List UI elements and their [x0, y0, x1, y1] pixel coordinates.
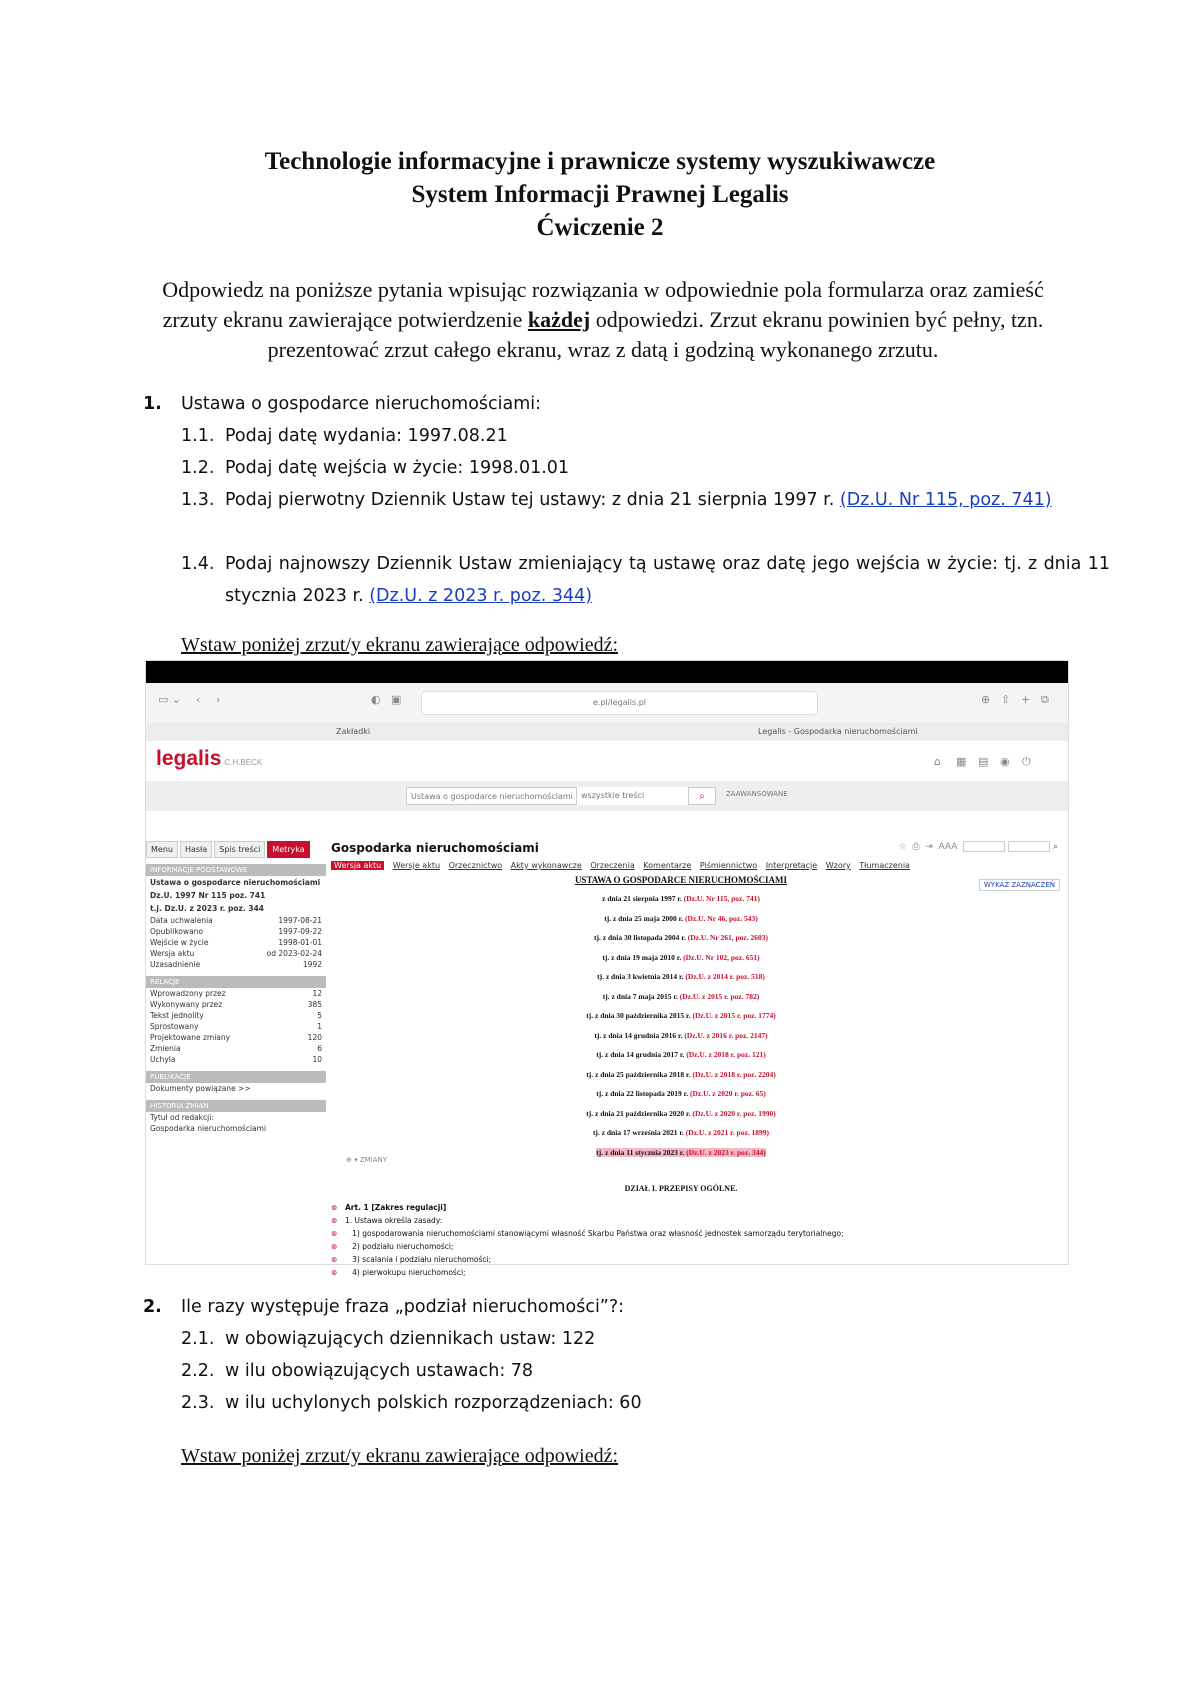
relation-key: Uchyla: [150, 1055, 176, 1064]
insert-screenshot-label: Wstaw poniżej zrzut/y ekranu zawierające odpowiedź:: [181, 634, 619, 656]
version-ref[interactable]: (Dz.U. z 2014 r. poz. 518): [685, 972, 765, 981]
relation-key: Projektowane zmiany: [150, 1033, 231, 1042]
act-version-row: [471, 948, 891, 968]
relation-count: 1: [317, 1022, 322, 1031]
relation-row[interactable]: [146, 1021, 326, 1032]
calendar-icon[interactable]: ▦: [956, 755, 967, 768]
instructions-text-a: Odpowiedz na poniższe pytania wpisując rozwiązania w odpowiednie pola formularza oraz zamieść zrzuty ekranu zawierające potwierdzenie: [162, 277, 1044, 332]
dzu-link[interactable]: (Dz.U. z 2023 r. poz. 344): [369, 586, 593, 606]
relation-count: 10: [312, 1055, 322, 1064]
version-date: tj. z dnia 21 października 2020 r.: [586, 1108, 691, 1118]
version-date: tj. z dnia 7 maja 2015 r.: [602, 991, 678, 1001]
tab-spis[interactable]: Spis treści: [214, 841, 265, 858]
changes-toggle[interactable]: ⊕ ▾ ZMIANY: [346, 1156, 388, 1164]
tab-tlumaczenia[interactable]: Tłumaczenia: [859, 861, 910, 870]
tab-pismiennictwo[interactable]: Piśmiennictwo: [699, 861, 758, 870]
version-ref[interactable]: (Dz.U. z 2020 r. poz. 65): [689, 1089, 766, 1098]
answer-text: Podaj datę wejścia w życie: 1998.01.01: [225, 458, 570, 478]
search-input[interactable]: Ustawa o gospodarce nieruchomościami: [406, 787, 716, 805]
question-2-text: Ile razy występuje fraza „podział nieruchomości”?:: [181, 1297, 625, 1317]
publications-link[interactable]: [146, 1083, 326, 1094]
info-value: 1992: [302, 960, 322, 969]
instructions: [148, 275, 1058, 365]
section-heading: DZIAŁ I. PRZEPISY OGÓLNE.: [624, 1184, 738, 1193]
info-row: [146, 915, 326, 926]
document-tools: [898, 841, 1058, 852]
tab-wzory[interactable]: Wzory: [825, 861, 851, 870]
publications-section-header[interactable]: PUBLIKACJE: [146, 1071, 326, 1083]
article-text: [331, 1201, 844, 1279]
folder-icon[interactable]: ▤: [978, 755, 989, 768]
relation-key: Wykonywany przez: [150, 1000, 223, 1009]
marks-list-button[interactable]: WYKAZ ZAZNACZEŃ: [979, 879, 1060, 891]
act-version-row: [471, 1123, 891, 1143]
star-icon[interactable]: ☆: [898, 842, 907, 852]
search-scope-select[interactable]: wszystkie treści: [576, 787, 688, 805]
export-icon[interactable]: ⇥: [925, 842, 933, 852]
act-version-row-highlighted: [471, 1143, 891, 1163]
history-key: Tytuł od redakcji:: [150, 1113, 214, 1122]
relation-row[interactable]: [146, 1010, 326, 1021]
act-version-row: [471, 1006, 891, 1026]
version-ref[interactable]: (Dz.U. z 2016 r. poz. 2147): [684, 1030, 768, 1040]
tab-hasla[interactable]: Hasła: [180, 841, 212, 858]
act-version-row: [471, 889, 891, 909]
doc-search-icon[interactable]: ⌕: [1052, 842, 1058, 852]
act-title: Ustawa o gospodarce nieruchomościami: [150, 878, 321, 887]
question-1-number: 1.: [143, 394, 162, 414]
legalis-header: [146, 741, 1068, 781]
act-version-row: [471, 1104, 891, 1124]
instructions-emphasis: każdej: [527, 307, 591, 332]
relations-section-header[interactable]: RELACJE: [146, 976, 326, 988]
user-icon[interactable]: ◉: [1000, 755, 1010, 768]
act-version-row: [471, 1065, 891, 1085]
article-line-text: 1. Ustawa określa zasady:: [345, 1216, 443, 1225]
answer-1-4: [181, 548, 1110, 612]
version-date: tj. z dnia 14 grudnia 2017 r.: [596, 1050, 685, 1059]
tab-komentarze[interactable]: Komentarze: [643, 861, 692, 870]
info-row: [146, 959, 326, 970]
back-icon[interactable]: ‹: [196, 693, 201, 706]
doc-search-field[interactable]: [963, 841, 1005, 852]
system-title: System Informacji Prawnej Legalis: [411, 181, 789, 208]
act-ref-consolidated[interactable]: t.j. Dz.U. z 2023 r. poz. 344: [150, 904, 265, 913]
version-date: tj. z dnia 25 maja 2000 r.: [604, 913, 684, 923]
shield-icon[interactable]: ◐: [371, 693, 381, 706]
info-row: [146, 926, 326, 937]
left-tabs: [146, 841, 326, 858]
version-ref[interactable]: (Dz.U. z 2018 r. poz. 121): [686, 1050, 766, 1059]
new-tab-icon[interactable]: +: [1021, 693, 1031, 706]
article-line: [331, 1253, 844, 1266]
tab-legalis[interactable]: Legalis - Gospodarka nieruchomościami: [758, 727, 918, 736]
marker-icon[interactable]: ⊗: [331, 1203, 338, 1212]
answer-number: 1.4.: [181, 554, 215, 574]
marker-icon[interactable]: ⊗: [331, 1216, 338, 1225]
info-key: Opublikowano: [150, 927, 204, 936]
act-version-row: [471, 1026, 891, 1046]
relation-count: 5: [317, 1011, 322, 1020]
relation-count: 6: [317, 1044, 322, 1053]
exercise-title: Ćwiczenie 2: [536, 214, 664, 241]
course-title: Technologie informacyjne i prawnicze systemy wyszukiwawcze: [264, 148, 936, 175]
document-tabs: [331, 861, 1068, 875]
version-ref[interactable]: (Dz.U. z 2015 r. poz. 782): [679, 991, 760, 1001]
tab-orzecznictwo[interactable]: Orzecznictwo: [448, 861, 503, 870]
logout-icon[interactable]: ⏻: [1022, 755, 1031, 768]
relation-key: Tekst jednolity: [150, 1011, 204, 1020]
document-title: Gospodarka nieruchomościami: [331, 841, 539, 855]
answer-1-2: [181, 452, 1066, 484]
answer-text: Podaj najnowszy Dziennik Ustaw zmieniający tą ustawę oraz datę jego wejścia w życie: tj. z dnia 11 stycznia 2023 r.: [225, 554, 1110, 606]
question-2: [143, 1291, 624, 1323]
version-ref[interactable]: (Dz.U. Nr 261, poz. 2603): [687, 933, 768, 942]
version-ref[interactable]: (Dz.U. z 2018 r. poz. 2204): [692, 1069, 776, 1079]
article-heading: Art. 1 [Zakres regulacji]: [345, 1203, 447, 1212]
act-versions-list: [471, 875, 891, 1162]
article-line-text: 4) pierwokupu nieruchomości;: [352, 1268, 466, 1277]
relation-count: 120: [307, 1033, 322, 1042]
relation-key: Wprowadzony przez: [150, 989, 226, 998]
answer-1-1: [181, 420, 1066, 452]
insert-screenshot-label-2: Wstaw poniżej zrzut/y ekranu zawierające odpowiedź:: [181, 1445, 619, 1467]
answer-number: 1.1.: [181, 426, 215, 446]
act-version-row: [471, 987, 891, 1007]
answer-text: Podaj datę wydania: 1997.08.21: [225, 426, 508, 446]
info-key: Wejście w życie: [150, 938, 209, 947]
version-date: tj. z dnia 25 października 2018 r.: [586, 1069, 691, 1079]
info-key: Uzasadnienie: [150, 960, 201, 969]
answer-number: 2.1.: [181, 1329, 215, 1349]
version-date: z dnia 21 sierpnia 1997 r.: [602, 894, 682, 903]
article-line: [331, 1201, 844, 1214]
version-ref[interactable]: (Dz.U. Nr 102, poz. 651): [683, 952, 760, 962]
act-version-row: [471, 1084, 891, 1104]
tabs-icon[interactable]: ⧉: [1041, 693, 1049, 706]
marker-icon[interactable]: ⊗: [331, 1268, 338, 1277]
changes-label: ZMIANY: [359, 1156, 388, 1164]
history-row: [146, 1112, 326, 1123]
answer-text: Podaj pierwotny Dziennik Ustaw tej ustawy: z dnia 21 sierpnia 1997 r.: [225, 490, 840, 510]
history-section-header[interactable]: HISTORIA ZMIAN: [146, 1100, 326, 1112]
article-line: [331, 1240, 844, 1253]
tab-interpretacje[interactable]: Interpretacje: [765, 861, 818, 870]
legalis-search-bar: [146, 781, 1068, 811]
embedded-screenshot: [145, 660, 1069, 1277]
legalis-logo[interactable]: [156, 747, 262, 771]
answer-text: w ilu obowiązujących ustawach: 78: [225, 1361, 534, 1381]
answer-2-2: [181, 1355, 1066, 1387]
version-date: tj. z dnia 14 grudnia 2016 r.: [594, 1030, 683, 1040]
answer-text: w ilu uchylonych polskich rozporządzeniach: 60: [225, 1393, 642, 1413]
act-header: USTAWA O GOSPODARCE NIERUCHOMOŚCIAMI: [574, 875, 788, 885]
marker-icon[interactable]: ⊗: [331, 1242, 338, 1251]
dzu-link[interactable]: (Dz.U. Nr 115, poz. 741): [839, 490, 1052, 510]
share-icon[interactable]: ⇧: [1001, 693, 1011, 706]
act-ref[interactable]: Dz.U. 1997 Nr 115 poz. 741: [150, 891, 266, 900]
article-line-text: 3) scalania i podziału nieruchomości;: [352, 1255, 492, 1264]
url-bar[interactable]: e.pl/legalis.pl: [421, 691, 818, 715]
version-date: tj. z dnia 30 października 2015 r.: [586, 1011, 691, 1020]
history-value: Gospodarka nieruchomościami: [150, 1124, 267, 1133]
version-ref[interactable]: (Dz.U. z 2015 r. poz. 1774): [692, 1011, 776, 1020]
article-line-text: 1) gospodarowania nieruchomościami stanowiącymi własność Skarbu Państwa oraz własność jednostek samorządu terytorialnego;: [352, 1229, 844, 1238]
relation-count: 385: [307, 1000, 322, 1009]
reader-icon[interactable]: ▣: [391, 693, 402, 706]
info-value: 1997-08-21: [278, 916, 322, 925]
forward-icon[interactable]: ›: [216, 693, 221, 706]
answer-number: 1.3.: [181, 490, 215, 510]
answer-number: 2.2.: [181, 1361, 215, 1381]
version-date: tj. z dnia 3 kwietnia 2014 r.: [597, 972, 684, 981]
tab-orzeczenia[interactable]: Orzeczenia: [590, 861, 635, 870]
relation-row[interactable]: [146, 999, 326, 1010]
screen-top-bar: [146, 661, 1068, 683]
info-value: od 2023-02-24: [266, 949, 322, 958]
article-line-text: 2) podziału nieruchomości;: [352, 1242, 454, 1251]
relation-key: Sprostowany: [150, 1022, 199, 1031]
home-icon[interactable]: ⌂: [934, 755, 941, 768]
main-panel: [331, 811, 1068, 1277]
info-row: [146, 937, 326, 948]
info-section-header[interactable]: INFORMACJE PODSTAWOWE: [146, 864, 326, 876]
question-2-number: 2.: [143, 1297, 162, 1317]
question-1: [143, 388, 541, 420]
tab-akty-wykonawcze[interactable]: Akty wykonawcze: [510, 861, 582, 870]
relation-row[interactable]: [146, 1032, 326, 1043]
relation-row[interactable]: [146, 1043, 326, 1054]
version-ref[interactable]: (Dz.U. z 2021 r. poz. 1899): [685, 1128, 770, 1137]
info-row: [146, 948, 326, 959]
version-date: tj. z dnia 30 listopada 2004 r.: [594, 933, 686, 942]
browser-tabs: [146, 723, 1068, 742]
answer-text: w obowiązujących dziennikach ustaw: 122: [225, 1329, 596, 1349]
act-version-row: [471, 967, 891, 987]
marker-icon[interactable]: ⊗: [331, 1229, 338, 1238]
info-value: 1997-09-22: [278, 927, 322, 936]
article-line: [331, 1227, 844, 1240]
article-line: [331, 1214, 844, 1227]
advanced-search-link[interactable]: ZAAWANSOWANE: [726, 790, 788, 798]
answer-1-3: [181, 484, 1110, 516]
tab-metryka[interactable]: Metryka: [267, 841, 309, 858]
answer-number: 1.2.: [181, 458, 215, 478]
question-1-text: Ustawa o gospodarce nieruchomościami:: [181, 394, 542, 414]
tab-bookmarks[interactable]: Zakładki: [336, 727, 371, 736]
instructions-text-b: odpowiedzi. Zrzut ekranu powinien być pełny, tzn. prezentować zrzut całego ekranu, wraz z datą i godziną wykonanego zrzutu.: [267, 307, 1044, 362]
relation-row[interactable]: [146, 988, 326, 999]
print-icon[interactable]: ⎙: [912, 842, 920, 852]
act-version-row: [471, 1045, 891, 1065]
version-ref[interactable]: (Dz.U. z 2020 r. poz. 1990): [692, 1108, 776, 1118]
marker-icon[interactable]: ⊗: [331, 1255, 338, 1264]
info-key: Wersja aktu: [150, 949, 195, 958]
info-key: Data uchwalenia: [150, 916, 213, 925]
title-block: [0, 145, 1200, 244]
left-panel: [146, 811, 326, 1264]
version-date: tj. z dnia 22 listopada 2019 r.: [596, 1089, 689, 1098]
act-version-row: [471, 909, 891, 929]
version-ref[interactable]: (Dz.U. z 2023 r. poz. 344): [686, 1147, 766, 1157]
version-ref[interactable]: (Dz.U. Nr 46, poz. 543): [684, 913, 758, 923]
search-icon[interactable]: ⌕: [688, 787, 716, 805]
relation-row[interactable]: [146, 1054, 326, 1065]
answer-number: 2.3.: [181, 1393, 215, 1413]
logo-subtext: C.H.BECK: [224, 758, 263, 767]
history-row: [146, 1123, 326, 1134]
tab-wersja-aktu[interactable]: Wersja aktu: [331, 861, 384, 870]
tab-menu[interactable]: Menu: [146, 841, 178, 858]
info-value: 1998-01-01: [278, 938, 322, 947]
doc-search-scope[interactable]: [1008, 841, 1050, 852]
font-size-icon[interactable]: AAA: [938, 842, 958, 852]
version-date: tj. z dnia 19 maja 2010 r.: [602, 952, 682, 962]
relation-count: 12: [312, 989, 322, 998]
publications-link-text: Dokumenty powiązane >>: [150, 1084, 251, 1093]
browser-toolbar: [146, 683, 1068, 724]
answer-2-1: [181, 1323, 1066, 1355]
sidebar-icon[interactable]: ▭ ⌄: [158, 693, 182, 706]
answer-2-3: [181, 1387, 1066, 1419]
relation-key: Zmienia: [150, 1044, 181, 1053]
tab-wersje[interactable]: Wersje aktu: [392, 861, 441, 870]
version-date: tj. z dnia 17 września 2021 r.: [592, 1128, 684, 1137]
download-icon[interactable]: ⊕: [981, 693, 991, 706]
logo-text: legalis: [156, 747, 222, 770]
version-ref[interactable]: (Dz.U. Nr 115, poz. 741): [683, 894, 760, 903]
article-line: [331, 1266, 844, 1279]
act-version-row: [471, 928, 891, 948]
version-date: tj. z dnia 11 stycznia 2023 r.: [596, 1147, 685, 1157]
